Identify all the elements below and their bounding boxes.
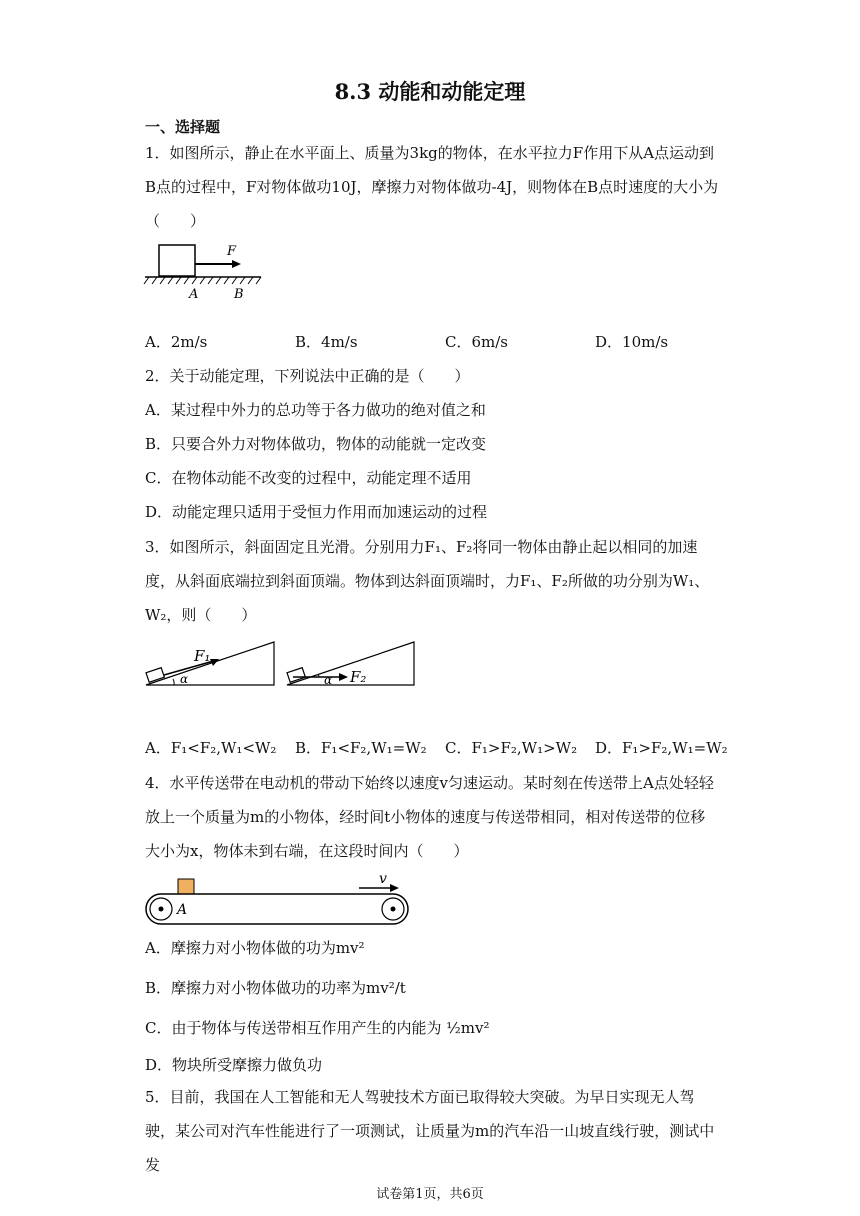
option-a: A．F₁<F₂,W₁<W₂ <box>145 739 277 757</box>
option-c: C．在物体动能不改变的过程中，动能定理不适用 <box>145 469 472 487</box>
option-d: D．10m/s <box>595 333 669 351</box>
option-c: C．F₁>F₂,W₁>W₂ <box>445 739 578 757</box>
label-v: v <box>379 871 387 887</box>
option-d: D．物块所受摩擦力做负功 <box>145 1056 323 1074</box>
option-b: B．4m/s <box>295 333 358 351</box>
page-title: 8.3 动能和动能定理 <box>334 79 526 104</box>
question-2-stem: 2．关于动能定理，下列说法中正确的是（ ） <box>145 367 470 385</box>
option-a: A．2m/s <box>145 333 208 351</box>
question-3-options <box>145 737 728 761</box>
option-a: A．摩擦力对小物体做的功为mv² <box>145 939 365 957</box>
question-3-figure <box>143 638 423 690</box>
option-c: C．由于物体与传送带相互作用产生的内能为 ½mv² <box>145 1019 490 1037</box>
question-4-figure <box>143 868 413 926</box>
option-c: C．6m/s <box>445 333 508 351</box>
page-footer: 试卷第1页，共6页 <box>376 1187 484 1202</box>
label-alpha: α <box>180 672 189 686</box>
label-F: F <box>227 244 237 259</box>
label-alpha-2: α <box>324 673 333 687</box>
question-4-stem: 4．水平传送带在电动机的带动下始终以速度v匀速运动。某时刻在传送带上A点处轻轻放上一个质量为m的小物体，经时间t小物体的速度与传送带相同，相对传送带的位移大小为x，物体未到右端，在这段时间内（ ） <box>145 774 714 860</box>
option-a: A．某过程中外力的总功等于各力做功的绝对值之和 <box>145 401 486 419</box>
question-1-stem: 1．如图所示，静止在水平面上、质量为3kg的物体，在水平拉力F作用下从A点运动到B点的过程中，F对物体做功10J，摩擦力对物体做功-4J，则物体在B点时速度的大小为（ ） <box>145 144 719 230</box>
question-5-stem: 5．目前，我国在人工智能和无人驾驶技术方面已取得较大突破。为早日实现无人驾驶，某公司对汽车性能进行了一项测试，让质量为m的汽车沿一山坡直线行驶，测试中发 <box>145 1088 715 1174</box>
option-b: B．摩擦力对小物体做功的功率为mv²/t <box>145 979 406 997</box>
label-A: A <box>177 902 188 918</box>
label-F2: F₂ <box>350 668 367 686</box>
option-d: D．F₁>F₂,W₁=W₂ <box>595 739 728 757</box>
option-d: D．动能定理只适用于受恒力作用而加速运动的过程 <box>145 503 488 521</box>
question-3-stem: 3．如图所示，斜面固定且光滑。分别用力F₁、F₂将同一物体由静止起以相同的加速度，从斜面底端拉到斜面顶端。物体到达斜面顶端时，力F₁、F₂所做的功分别为W₁、W₂，则（ ） <box>145 538 710 624</box>
option-b: B．只要合外力对物体做功，物体的动能就一定改变 <box>145 435 487 453</box>
section-heading: 一、选择题 <box>145 118 221 136</box>
label-B: B <box>234 287 244 302</box>
question-1-figure <box>143 238 263 302</box>
label-F1: F₁ <box>194 647 211 665</box>
question-1-options <box>145 331 720 355</box>
option-b: B．F₁<F₂,W₁=W₂ <box>295 739 427 757</box>
label-A: A <box>189 287 199 302</box>
